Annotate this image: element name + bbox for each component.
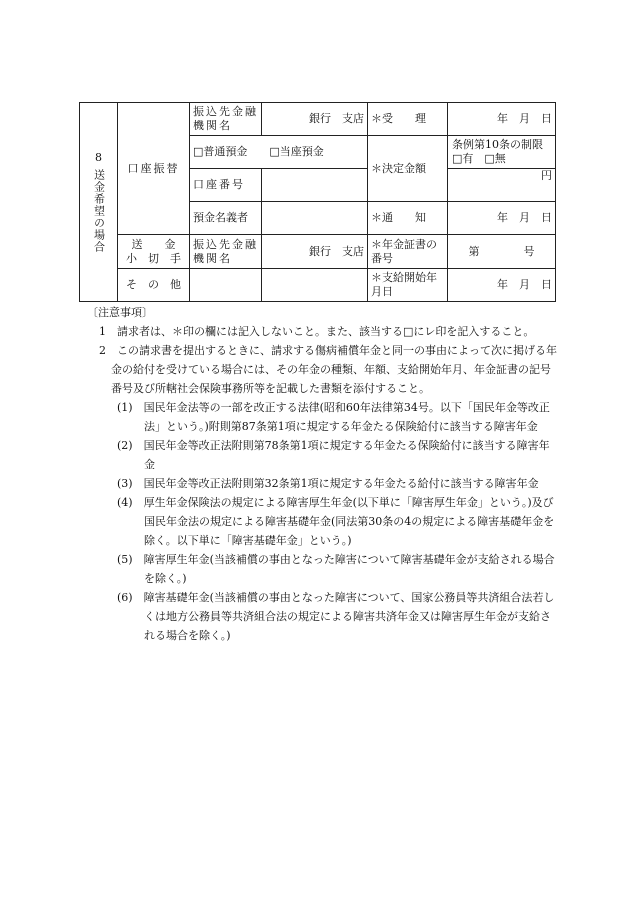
start-date-label: ＊支給開始年月日 — [368, 269, 448, 302]
note-item-2: 2 この請求書を提出するときに、請求する傷病補償年金と同一の事由によって次に掲げる年金の給付を受けている場合には、その年金の種類、年額、支給開始年月、年金証書の記号番号及び所轄社会保険事務所等を記載した書類を添付すること。 — [99, 344, 557, 395]
holder-field[interactable] — [262, 202, 368, 235]
ordinance-cell — [448, 136, 556, 169]
section-8-cell — [80, 103, 118, 302]
account-type-checkboxes[interactable]: □普通預金 □当座預金 — [190, 136, 368, 169]
bank-branch-field[interactable]: 銀行 支店 — [262, 103, 368, 136]
remittance-label-2: 小 切 手 — [126, 251, 181, 265]
note-sub-3: (3) 国民年金等改正法附則第32条第1項に規定する年金たる給付に該当する障害年金 — [117, 477, 539, 490]
bank-name-label: 振込先金融機関名 — [190, 103, 262, 136]
bank-transfer-label: 口座振替 — [118, 103, 190, 235]
notice-label: ＊通 知 — [368, 202, 448, 235]
ordinance-limit-label: 条例第10条の制限 — [452, 138, 543, 151]
check-bank-branch-field[interactable]: 銀行 支店 — [262, 235, 368, 269]
notice-date-field[interactable]: 年 月 日 — [448, 202, 556, 235]
other-field-2[interactable] — [262, 269, 368, 302]
other-label: そ の 他 — [118, 269, 190, 302]
remittance-form-table — [79, 102, 556, 302]
check-bank-name-label: 振込先金融機関名 — [190, 235, 262, 269]
pension-cert-label: ＊年金証書の番号 — [368, 235, 448, 269]
received-date-field[interactable]: 年 月 日 — [448, 103, 556, 136]
received-label: ＊受 理 — [368, 103, 448, 136]
note-item-1: 1 請求者は、＊印の欄には記入しないこと。また、該当する□にレ印を記入すること。 — [99, 325, 535, 338]
pension-cert-field[interactable]: 第 号 — [448, 235, 556, 269]
account-number-label: 口座番号 — [190, 169, 262, 202]
remittance-check-label — [118, 235, 190, 269]
decided-amount-label: ＊決定金額 — [368, 136, 448, 202]
other-field-1[interactable] — [190, 269, 262, 302]
section-title: 送金希望の場合 — [92, 169, 106, 253]
note-sub-6: (6) 障害基礎年金(当該補償の事由となった障害について、国家公務員等共済組合法若しくは地方公務員等共済組合法の規定による障害共済年金又は障害厚生年金が支給される場合を除く。) — [117, 591, 555, 642]
note-sub-4: (4) 厚生年金保険法の規定による障害厚生年金(以下単に「障害厚生年金」という。)及び国民年金法の規定による障害基礎年金(同法第30条の4の規定による障害基礎年金を除く。以下単に「障害基礎年金」という。) — [117, 496, 555, 547]
note-sub-1: (1) 国民年金法等の一部を改正する法律(昭和60年法律第34号。以下「国民年金等改正法」という。)附則第87条第1項に規定する年金たる保険給付に該当する障害年金 — [117, 401, 550, 433]
notes-section — [89, 303, 559, 645]
holder-label: 預金名義者 — [190, 202, 262, 235]
notes-heading: 〔注意事項〕 — [87, 306, 153, 319]
account-number-field[interactable] — [262, 169, 368, 202]
yen-unit: 円 — [448, 169, 556, 202]
ordinance-checkboxes[interactable]: □有 □無 — [452, 152, 506, 165]
note-sub-5: (5) 障害厚生年金(当該補償の事由となった障害について障害基礎年金が支給される場合を除く。) — [117, 553, 555, 585]
note-sub-2: (2) 国民年金等改正法附則第78条第1項に規定する年金たる保険給付に該当する障害年金 — [117, 439, 550, 471]
start-date-field[interactable]: 年 月 日 — [448, 269, 556, 302]
section-number: 8 — [95, 151, 102, 164]
remittance-label-1: 送 金 — [131, 237, 176, 251]
